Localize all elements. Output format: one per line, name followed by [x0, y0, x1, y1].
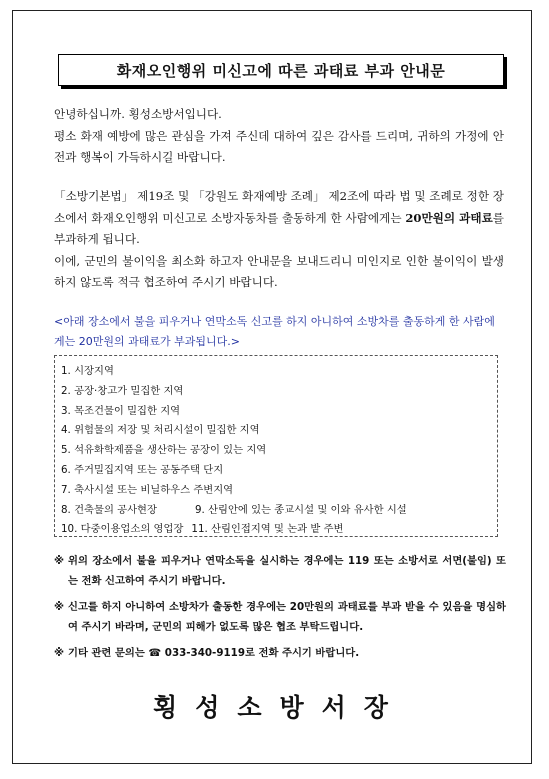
regulation-text-start: 「소방기본법」 제19조 및 「강원도 화재예방 조례」 제2조에 따라 법 및 조례로 정한 장소에서 화재오인행위 미신고로 소방자동차를 출동하게 한 사람에게는	[54, 189, 504, 225]
location-item: 6. 주거밀집지역 또는 공동주택 단지	[61, 463, 224, 476]
location-item: 8. 건축물의 공사현장	[61, 503, 157, 516]
signature: 횡성소방서장	[153, 693, 406, 722]
location-item: 10. 다중이용업소의 영업장	[61, 523, 184, 536]
note-item	[54, 552, 506, 591]
regulation-paragraph	[54, 186, 504, 294]
location-list	[54, 355, 498, 537]
note-item	[54, 644, 506, 664]
location-item: 5. 석유화학제품을 생산하는 공장이 있는 지역	[61, 444, 267, 457]
location-item: 4. 위험물의 저장 및 처리시설이 밀집한 지역	[61, 424, 260, 437]
location-item: 11. 산림인접지역 및 논과 밭 주변	[191, 523, 344, 536]
reference-mark-icon: ※	[54, 601, 65, 614]
location-item: 2. 공장·창고가 밀집한 지역	[61, 384, 184, 397]
reference-mark-icon: ※	[54, 647, 65, 660]
fine-amount: 20만원의 과태료	[405, 210, 493, 225]
note-text: 위의 장소에서 불을 피우거나 연막소독을 실시하는 경우에는 119 또는 소방서로 서면(불임) 또는 전화 신고하여 주시기 바랍니다.	[68, 555, 506, 587]
note-item	[54, 598, 506, 637]
note-text: 기타 관련 문의는 ☎ 033-340-9119로 전화 주시기 바랍니다.	[68, 647, 360, 660]
document-title: 화재오인행위 미신고에 따른 과태료 부과 안내문	[58, 54, 504, 86]
location-item: 9. 산림안에 있는 종교시설 및 이와 유사한 시설	[194, 503, 407, 516]
location-row-pair	[61, 501, 497, 521]
greeting-paragraph	[54, 104, 504, 169]
regulation-text	[54, 186, 504, 251]
location-item: 3. 목조건물이 밀집한 지역	[61, 404, 181, 417]
reference-mark-icon: ※	[54, 555, 65, 567]
location-row-pair	[61, 520, 497, 540]
notes-section	[54, 552, 506, 671]
note-text: 신고를 하지 아니하여 소방차가 출동한 경우에는 20만원의 과태료를 부과 받을 수 있음을 명심하여 주시기 바라며, 군민의 피해가 없도록 많은 협조 부탁드립니다.	[68, 601, 506, 633]
location-item: 1. 시장지역	[61, 365, 114, 377]
notice-text: <아래 장소에서 불을 피우거나 연막소독 신고를 하지 아니하여 소방차를 출동하게 한 사람에게는 20만원의 과태료가 부과됩니다.>	[54, 315, 495, 348]
location-item: 7. 축사시설 또는 비닐하우스 주변지역	[61, 483, 234, 496]
greeting-body: 평소 화재 예방에 많은 관심을 가져 주신데 대하여 깊은 감사를 드리며, 귀하의 가정에 안전과 행복이 가득하시길 바랍니다.	[54, 128, 504, 164]
regulation-text-end: 를 부과하게 됩니다.	[54, 210, 504, 246]
greeting-line: 안녕하십니까. 횡성소방서입니다.	[54, 107, 222, 121]
cooperation-request: 이에, 군민의 불이익을 최소화 하고자 안내문을 보내드리니 미인지로 인한 불이익이 발생하지 않도록 적극 협조하여 주시기 바랍니다.	[54, 253, 504, 289]
